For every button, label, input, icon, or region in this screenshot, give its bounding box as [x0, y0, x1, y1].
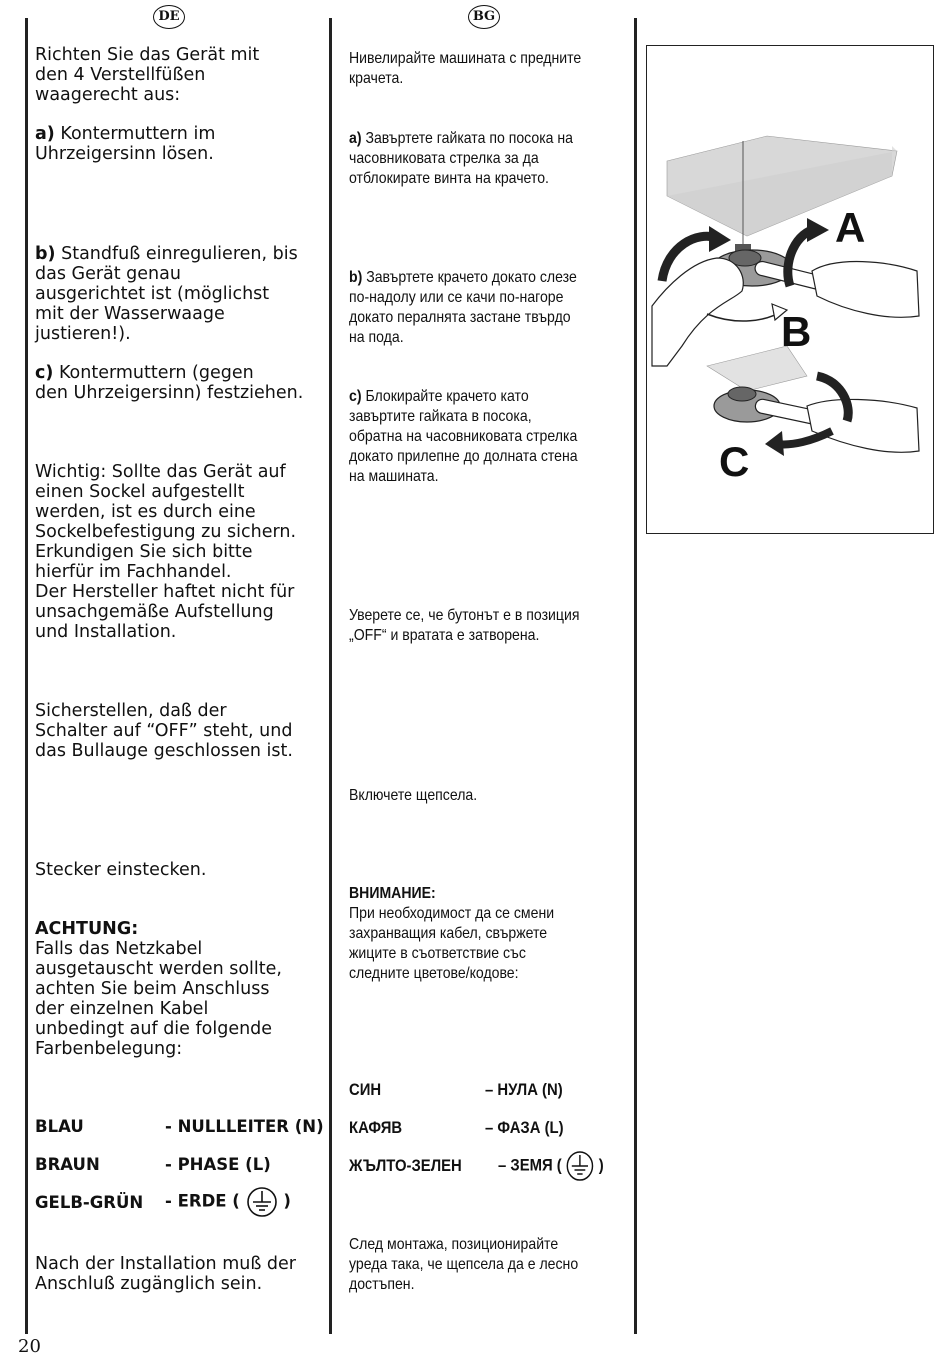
bg-step-b-text: Завъртете крачето докато слезе по-надолу или се качи по-нагоре докато пералнята застане твърдо на пода. [349, 269, 577, 346]
column-divider-middle [329, 18, 332, 1334]
bg-level-intro: Нивелирайте машината с предните крачета. [349, 50, 582, 87]
bg-vnimanie-text: При необходимост да се смени захранващия кабел, свържете жиците в съответствие със следните цветове/кодове: [349, 905, 555, 982]
de-step-c-label: c) [35, 363, 54, 383]
bg-wire-yellowgreen-meaning [498, 1150, 604, 1182]
bg-step-c-text: Блокирайте крачето като завъртите гайката в посока, обратна на часовниковата стрелка докато прилепне до долната стена на машината. [349, 388, 578, 485]
bg-after-install-note: След монтажа, позиционирайте уреда така, че щепсела да е лесно достъпен. [349, 1236, 579, 1293]
de-wire-blue-meaning: - NULLLEITER (N) [165, 1117, 324, 1136]
figure-label-b: B [781, 308, 812, 355]
de-step-b-text: Standfuß einregulieren, bis das Gerät genau ausgerichtet ist (möglichst mit der Wasserwaage justieren!). [35, 244, 298, 344]
de-earth-close: ) [283, 1191, 291, 1211]
de-wire-brown-color: BRAUN [35, 1155, 100, 1174]
bg-step-c [349, 387, 595, 487]
bg-switch-off-note: Уверете се, че бутонът е в позиция „OFF“ и вратата е затворена. [349, 607, 580, 644]
de-plug-in-note: Stecker einstecken. [35, 860, 207, 880]
bg-step-b [349, 268, 595, 348]
de-earth-label: - ERDE ( [165, 1191, 240, 1211]
de-wire-yellowgreen-meaning [165, 1186, 291, 1218]
de-step-c-text: Kontermuttern (gegen den Uhrzeigersinn) festziehen. [35, 363, 304, 403]
bg-step-b-label: b) [349, 269, 363, 286]
language-badge-de: DE [153, 5, 185, 29]
bg-wire-blue-color: СИН [349, 1081, 382, 1099]
de-step-b [35, 244, 320, 344]
de-wire-brown-meaning: - PHASE (L) [165, 1155, 271, 1174]
column-divider-right [634, 18, 637, 1334]
de-wire-yellowgreen-color: GELB-GRÜN [35, 1193, 144, 1212]
bg-earth-close: ) [598, 1156, 604, 1175]
de-step-a-text: Kontermuttern im Uhrzeigersinn lösen. [35, 124, 216, 164]
de-achtung-text: Falls das Netzkabel ausgetauscht werden sollte, achten Sie beim Anschluss der einzelnen Kabel unbedingt auf die folgende Farbenbelegung: [35, 939, 282, 1059]
de-step-c [35, 363, 320, 403]
bg-vnimanie-title: ВНИМАНИЕ: [349, 885, 436, 902]
bg-wire-brown-meaning: – ФАЗА (L) [485, 1119, 564, 1137]
figure-label-a: A [835, 204, 866, 251]
de-step-b-label: b) [35, 244, 56, 264]
bg-plug-in-note: Включете щепсела. [349, 787, 478, 804]
de-switch-off-note: Sicherstellen, daß der Schalter auf “OFF” steht, und das Bullauge geschlossen ist. [35, 701, 293, 761]
column-divider-left [25, 18, 28, 1334]
ground-symbol-icon [566, 1150, 595, 1182]
illustration-svg [647, 46, 933, 533]
de-wire-blue-color: BLAU [35, 1117, 84, 1136]
bg-wire-blue-meaning: – НУЛА (N) [485, 1081, 563, 1099]
de-wichtig-note: Wichtig: Sollte das Gerät auf einen Sockel aufgestellt werden, ist es durch eine Sockelbefestigung zu sichern. Erkundigen Sie sich bitte hierfür im Fachhandel. Der Hersteller haftet nicht für unsachgemäße Aufstellung und Installation. [35, 462, 297, 642]
leveling-feet-illustration [646, 45, 934, 534]
de-achtung-title: ACHTUNG: [35, 919, 139, 939]
ground-symbol-icon [246, 1186, 278, 1218]
figure-label-c: C [719, 438, 750, 485]
de-after-install-note: Nach der Installation muß der Anschluß zugänglich sein. [35, 1254, 297, 1294]
bg-step-c-label: c) [349, 388, 362, 405]
bg-wire-brown-color: КАФЯВ [349, 1119, 403, 1137]
bg-earth-label: – ЗЕМЯ ( [498, 1156, 562, 1175]
language-badge-bg: BG [468, 5, 500, 29]
bg-wire-yellowgreen-color: ЖЪЛТО-ЗЕЛЕН [349, 1157, 462, 1175]
bg-step-a [349, 129, 595, 189]
bg-step-a-text: Завъртете гайката по посока на часовниковата стрелка за да отблокирате винта на крачето. [349, 130, 574, 187]
de-step-a-label: a) [35, 124, 55, 144]
de-step-a [35, 124, 320, 164]
de-level-intro: Richten Sie das Gerät mit den 4 Verstellfüßen waagerecht aus: [35, 45, 260, 105]
page-number: 20 [18, 1336, 41, 1357]
bg-step-a-label: а) [349, 130, 362, 147]
